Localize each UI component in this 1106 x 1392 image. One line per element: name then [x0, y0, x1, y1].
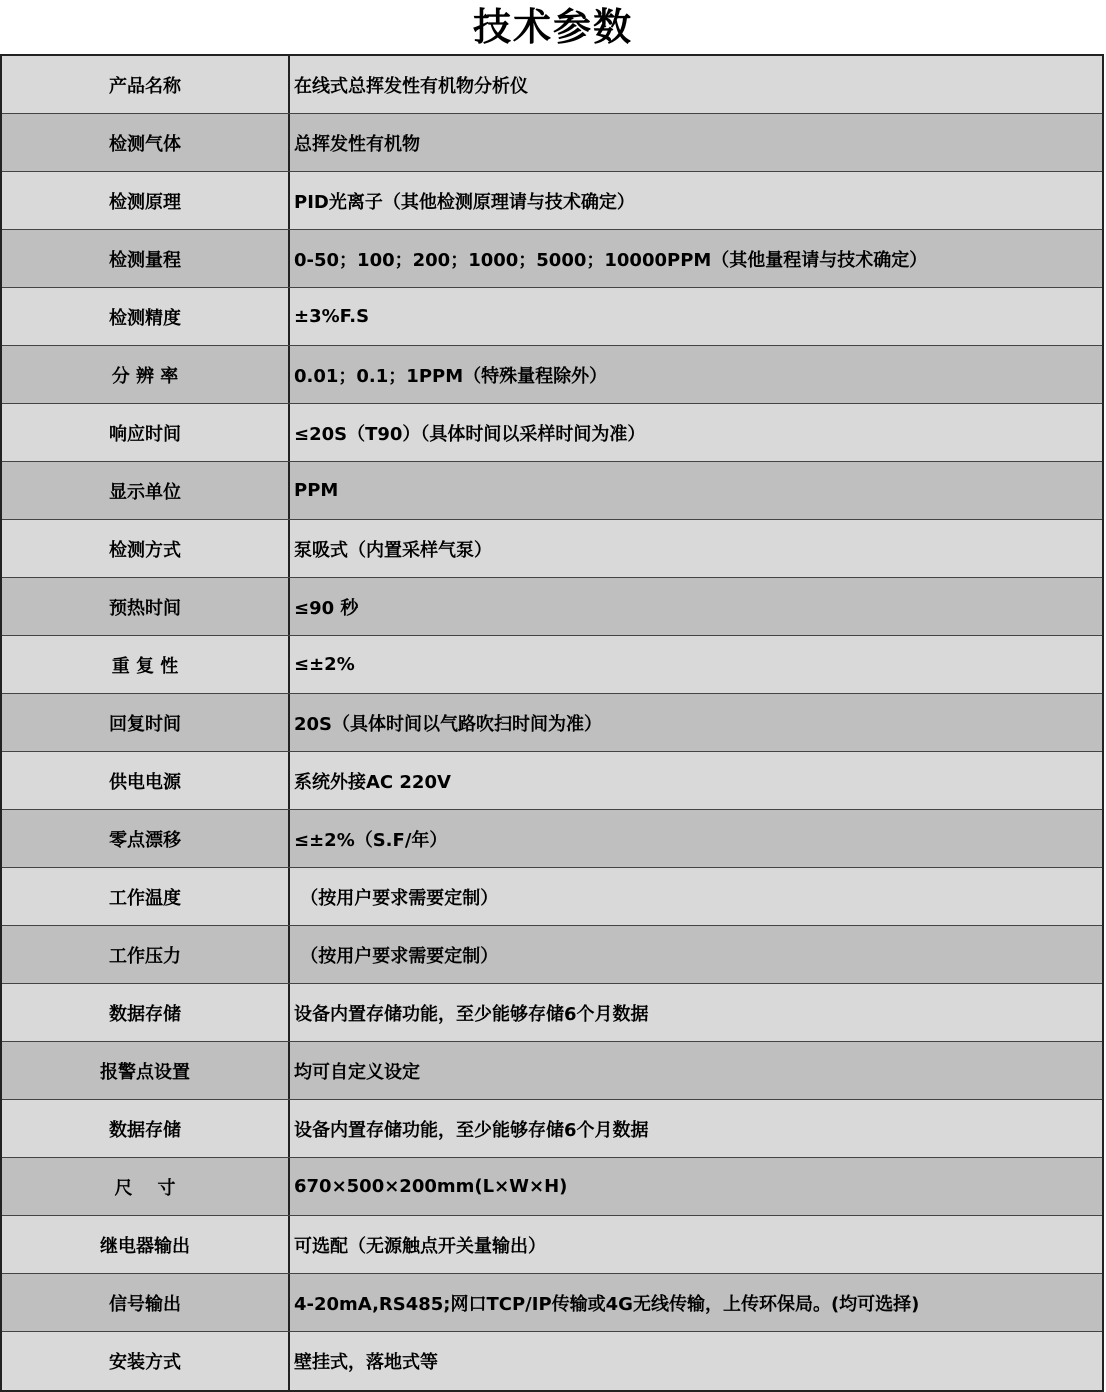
page-title: 技术参数: [472, 5, 633, 49]
row-value: ≤90 秒: [294, 597, 359, 619]
row-value: PID光离子（其他检测原理请与技术确定）: [294, 191, 635, 213]
row-label: 回复时间: [2, 694, 290, 751]
row-label: 分 辨 率: [2, 346, 290, 403]
table-row: [2, 752, 1102, 810]
row-label: 零点漂移: [2, 810, 290, 867]
row-label: 继电器输出: [2, 1216, 290, 1273]
table-row: [2, 1042, 1102, 1100]
spec-table: [0, 54, 1104, 1392]
row-label: 检测量程: [2, 230, 290, 287]
row-value: 可选配（无源触点开关量输出）: [294, 1235, 546, 1257]
table-row: [2, 810, 1102, 868]
table-row: [2, 520, 1102, 578]
table-row: [2, 1158, 1102, 1216]
table-row: [2, 1100, 1102, 1158]
table-row: [2, 172, 1102, 230]
row-label: 工作温度: [2, 868, 290, 925]
table-row: [2, 868, 1102, 926]
row-value: 0-50；100；200；1000；5000；10000PPM（其他量程请与技术确定）: [294, 249, 928, 271]
row-label: 预热时间: [2, 578, 290, 635]
table-row: [2, 346, 1102, 404]
table-row: [2, 1216, 1102, 1274]
row-value: 均可自定义设定: [294, 1061, 420, 1083]
row-value: 在线式总挥发性有机物分析仪: [294, 75, 528, 97]
table-row: [2, 288, 1102, 346]
row-value: 670×500×200mm(L×W×H): [294, 1176, 568, 1197]
table-row: [2, 230, 1102, 288]
row-label: 数据存储: [2, 984, 290, 1041]
row-value: 壁挂式，落地式等: [294, 1352, 438, 1373]
row-value: 总挥发性有机物: [294, 133, 420, 155]
row-value: 20S（具体时间以气路吹扫时间为准）: [294, 713, 603, 735]
table-row: [2, 984, 1102, 1042]
row-label: 安装方式: [2, 1332, 290, 1390]
table-row: [2, 636, 1102, 694]
table-row: [2, 926, 1102, 984]
row-label: 数据存储: [2, 1100, 290, 1157]
row-value: ≤±2%（S.F/年）: [294, 829, 448, 851]
row-label: 响应时间: [2, 404, 290, 461]
row-value: （按用户要求需要定制）: [294, 945, 499, 967]
row-label: 供电电源: [2, 752, 290, 809]
row-label: 产品名称: [2, 56, 290, 113]
table-row: [2, 578, 1102, 636]
row-value: 0.01；0.1；1PPM（特殊量程除外）: [294, 365, 608, 387]
row-label: 尺 寸: [2, 1158, 290, 1215]
row-value: ±3%F.S: [294, 306, 370, 327]
row-value: 系统外接AC 220V: [294, 771, 451, 793]
table-row: [2, 1332, 1102, 1390]
table-row: [2, 1274, 1102, 1332]
table-row: [2, 114, 1102, 172]
row-label: 信号输出: [2, 1274, 290, 1331]
row-label: 报警点设置: [2, 1042, 290, 1099]
row-value: 泵吸式（内置采样气泵）: [294, 539, 492, 561]
row-value: 设备内置存储功能，至少能够存储6个月数据: [294, 1119, 649, 1141]
row-value: ≤±2%: [294, 654, 355, 675]
row-value: PPM: [294, 480, 339, 501]
row-label: 检测原理: [2, 172, 290, 229]
row-label: 检测气体: [2, 114, 290, 171]
row-label: 工作压力: [2, 926, 290, 983]
row-value: （按用户要求需要定制）: [294, 887, 499, 909]
table-row: [2, 404, 1102, 462]
table-row: [2, 462, 1102, 520]
row-label: 显示单位: [2, 462, 290, 519]
row-label: 重 复 性: [2, 636, 290, 693]
row-value: ≤20S（T90）（具体时间以采样时间为准）: [294, 423, 646, 445]
row-label: 检测方式: [2, 520, 290, 577]
row-value: 4-20mA,RS485;网口TCP/IP传输或4G无线传输，上传环保局。(均可选择): [294, 1293, 920, 1315]
row-value: 设备内置存储功能，至少能够存储6个月数据: [294, 1003, 649, 1025]
table-row: [2, 694, 1102, 752]
row-label: 检测精度: [2, 288, 290, 345]
table-row: [2, 56, 1102, 114]
